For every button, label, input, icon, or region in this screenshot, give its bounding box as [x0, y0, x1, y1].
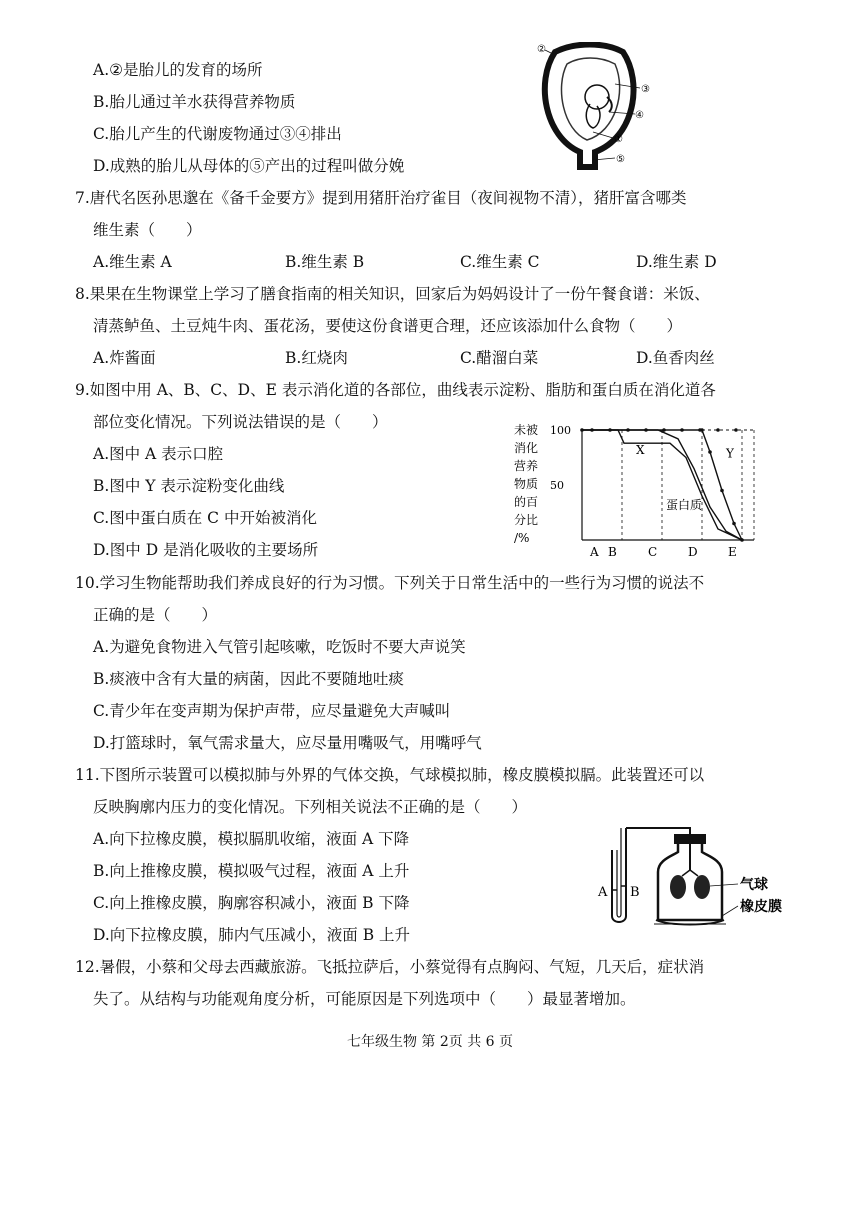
y-axis-label-line: 营养: [514, 459, 539, 473]
q7-option-a: A.维生素 A: [93, 253, 172, 271]
q7-stem-line2: 维生素（ ）: [93, 221, 202, 239]
q11-stem-line2: 反映胸廓内压力的变化情况。下列相关说法不正确的是（ ）: [93, 798, 528, 816]
q9-option-b: B.图中 Y 表示淀粉变化曲线: [93, 477, 285, 495]
x-category-label: D: [688, 545, 698, 559]
series-label-y: Y: [726, 446, 734, 461]
lung-model-figure: [590, 820, 800, 930]
uterus-label-2: ②: [537, 44, 546, 55]
q8-option-c: C.醋溜白菜: [460, 349, 539, 367]
q10-option-d: D.打篮球时，氧气需求量大，应尽量用嘴吸气，用嘴呼气: [93, 734, 482, 752]
series-label-protein: 蛋白质: [666, 498, 703, 513]
y-axis-label-line: 的百: [514, 495, 539, 509]
membrane-label: 橡皮膜: [740, 899, 782, 915]
y-axis-label-line: /%: [514, 531, 530, 545]
q9-stem-line1: 9.如图中用 A、B、C、D、E 表示消化道的各部位，曲线表示淀粉、脂肪和蛋白质在消化道各: [75, 381, 716, 399]
top-line-point: [680, 428, 684, 432]
q8-option-d: D.鱼香肉丝: [636, 349, 715, 367]
q11-option-d: D.向下拉橡皮膜，肺内气压减小，液面 B 上升: [93, 926, 411, 944]
q6-option-d: D.成熟的胎儿从母体的⑤产出的过程叫做分娩: [93, 157, 405, 175]
digestion-chart: [512, 420, 782, 560]
q11-option-a: A.向下拉橡皮膜，模拟膈肌收缩，液面 A 下降: [93, 830, 410, 848]
q10-option-a: A.为避免食物进入气管引起咳嗽，吃饭时不要大声说笑: [93, 638, 466, 656]
q9-option-a: A.图中 A 表示口腔: [93, 445, 224, 463]
uterus-label-1: ①: [614, 134, 623, 145]
top-line-point: [608, 428, 612, 432]
q10-option-b: B.痰液中含有大量的病菌，因此不要随地吐痰: [93, 670, 404, 688]
x-category-label: C: [648, 545, 658, 559]
q9-option-c: C.图中蛋白质在 C 中开始被消化: [93, 509, 317, 527]
y-axis-label-line: 物质: [514, 477, 539, 491]
top-line-point: [626, 428, 630, 432]
x-category-label: E: [728, 545, 737, 559]
q8-option-a: A.炸酱面: [93, 349, 156, 367]
q10-stem-line2: 正确的是（ ）: [93, 606, 218, 624]
q8-option-b: B.红烧肉: [285, 349, 348, 367]
top-line-point: [662, 428, 666, 432]
q8-stem-line2: 清蒸鲈鱼、土豆炖牛肉、蛋花汤，要使这份食谱更合理，还应该添加什么食物（ ）: [93, 317, 683, 335]
q7-stem-line1: 7.唐代名医孙思邈在《备千金要方》提到用猪肝治疗雀目（夜间视物不清），猪肝富含哪类: [75, 189, 687, 207]
q6-option-a: A.②是胎儿的发育的场所: [93, 61, 263, 79]
uterus-label-4: ④: [635, 110, 644, 121]
x-category-label: A: [590, 545, 599, 559]
series-y-point: [720, 489, 724, 493]
q10-stem-line1: 10.学习生物能帮助我们养成良好的行为习惯。下列关于日常生活中的一些行为习惯的说法不: [75, 574, 705, 592]
q7-option-c: C.维生素 C: [460, 253, 540, 271]
q11-option-c: C.向上推橡皮膜，胸廓容积减小，液面 B 下降: [93, 894, 410, 912]
q9-option-d: D.图中 D 是消化吸收的主要场所: [93, 541, 319, 559]
series-label-x: X: [636, 443, 645, 458]
top-line-point: [590, 428, 594, 432]
q11-option-b: B.向上推橡皮膜，模拟吸气过程，液面 A 上升: [93, 862, 410, 880]
q6-option-b: B.胎儿通过羊水获得营养物质: [93, 93, 296, 111]
y-axis-label-line: 分比: [514, 513, 539, 527]
top-line-point: [734, 428, 738, 432]
uterus-label-3: ③: [641, 84, 650, 95]
y-axis-label-line: 消化: [514, 441, 539, 455]
page-footer: 七年级生物 第 2页 共 6 页: [346, 1034, 514, 1050]
q12-stem-line2: 失了。从结构与功能观角度分析，可能原因是下列选项中（ ）最显著增加。: [93, 990, 636, 1008]
x-category-label: B: [608, 545, 617, 559]
top-line-point: [716, 428, 720, 432]
y-tick-label: 50: [550, 479, 564, 492]
series-y-point: [708, 450, 712, 454]
balloon-label: 气球: [740, 877, 768, 893]
uterus-figure: [535, 42, 655, 172]
q7-option-d: D.维生素 D: [636, 253, 717, 271]
q11-stem-line1: 11.下图所示装置可以模拟肺与外界的气体交换，气球模拟肺，橡皮膜模拟膈。此装置还可以: [75, 766, 705, 784]
uterus-label-5: ⑤: [616, 154, 625, 165]
q12-stem-line1: 12.暑假，小蔡和父母去西藏旅游。飞抵拉萨后，小蔡觉得有点胸闷、气短，几天后，症状消: [75, 958, 705, 976]
q6-option-c: C.胎儿产生的代谢废物通过③④排出: [93, 125, 342, 143]
y-tick-label: 100: [550, 424, 571, 437]
y-axis-label-line: 未被: [514, 423, 539, 437]
level-label-b: B: [630, 885, 640, 900]
top-line-point: [644, 428, 648, 432]
q9-stem-line2: 部位变化情况。下列说法错误的是（ ）: [93, 413, 388, 431]
top-line-point: [698, 428, 702, 432]
series-y-point: [732, 522, 736, 526]
q8-stem-line1: 8.果果在生物课堂上学习了膳食指南的相关知识，回家后为妈妈设计了一份午餐食谱：米饭、: [75, 285, 710, 303]
q7-option-b: B.维生素 B: [285, 253, 365, 271]
level-label-a: A: [598, 885, 608, 900]
q10-option-c: C.青少年在变声期为保护声带，应尽量避免大声喊叫: [93, 702, 451, 720]
